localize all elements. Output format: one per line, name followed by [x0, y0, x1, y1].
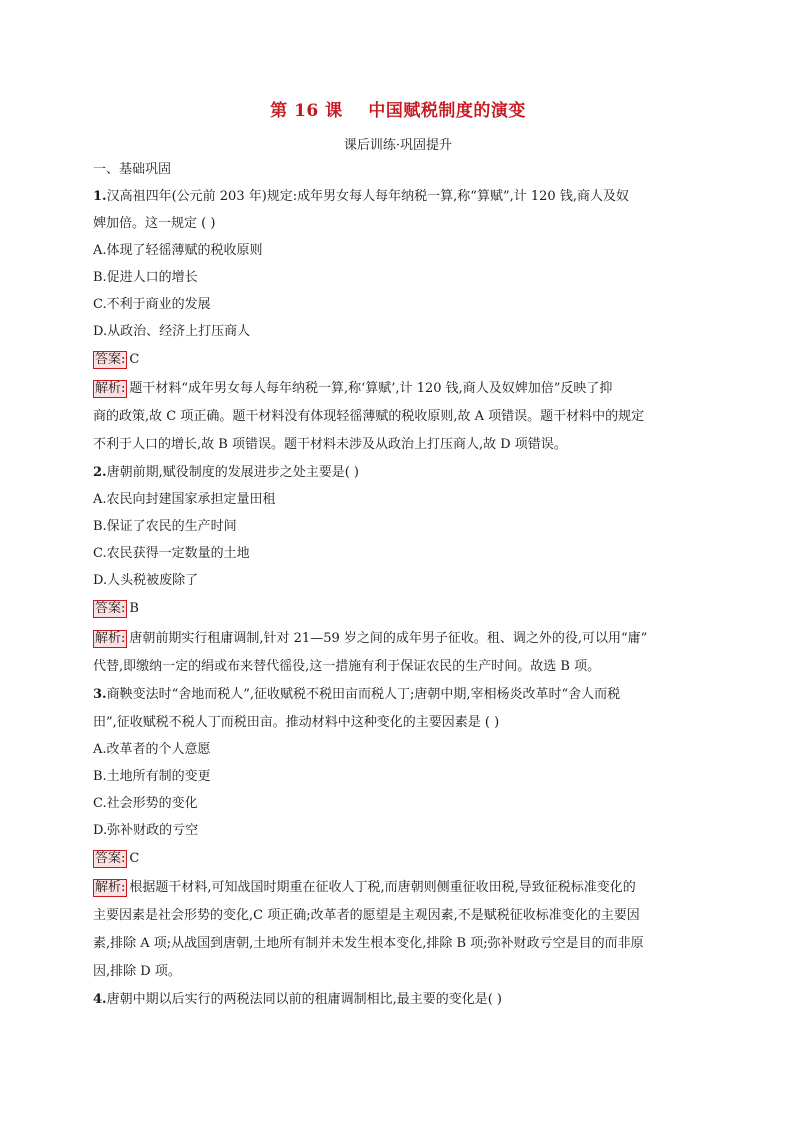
question-2-answer: 答案: B [95, 601, 139, 616]
question-3-analysis-line-3: 素,排除 A 项;从战国到唐朝,土地所有制并未发生根本变化,排除 B 项;弥补财政亏空是目的而非原 [93, 936, 644, 951]
question-2-option-b: B.保证了农民的生产时间 [93, 519, 237, 534]
question-3-stem-line-1: 3.商鞅变法时“舍地而税人”,征收赋税不税田亩而税人丁;唐朝中期,宰相杨炎改革时“舍人而税 [93, 687, 621, 702]
question-3-option-c: C.社会形势的变化 [93, 796, 198, 811]
question-1-option-c: C.不利于商业的发展 [93, 297, 211, 312]
question-1-option-b: B.促进人口的增长 [93, 270, 198, 285]
question-1-option-d: D.从政治、经济上打压商人 [93, 324, 251, 339]
lesson-subtitle: 课后训练·巩固提升 [343, 138, 453, 153]
section-heading: 一、基础巩固 [93, 162, 172, 177]
analysis-tag: 解析: [95, 880, 126, 895]
question-1-option-a: A.体现了轻徭薄赋的税收原则 [93, 243, 263, 258]
analysis-tag: 解析: [95, 631, 126, 646]
answer-tag: 答案: [95, 601, 126, 616]
question-2-option-c: C.农民获得一定数量的土地 [93, 546, 250, 561]
analysis-tag: 解析: [95, 381, 126, 396]
question-number: 4. [93, 992, 107, 1007]
question-1-analysis-line-3: 不利于人口的增长,故 B 项错误。题干材料未涉及从政治上打压商人,故 D 项错误。 [93, 437, 567, 452]
question-1-analysis-line-1: 解析: 题干材料“成年男女每人每年纳税一算,称‘算赋’,计 120 钱,商人及奴婢加倍”反映了抑 [95, 381, 613, 396]
question-3-stem-line-2: 田”,征收赋税不税人丁而税田亩。推动材料中这种变化的主要因素是 ( ) [93, 715, 500, 730]
question-3-option-b: B.土地所有制的变更 [93, 769, 211, 784]
lesson-title: 第 16 课 中国赋税制度的演变 [270, 101, 526, 121]
question-3-analysis-line-4: 因,排除 D 项。 [93, 964, 181, 979]
question-1-analysis-line-2: 商的政策,故 C 项正确。题干材料没有体现轻徭薄赋的税收原则,故 A 项错误。题干材料中的规定 [93, 409, 645, 424]
question-4-stem-line-1: 4.唐朝中期以后实行的两税法同以前的租庸调制相比,最主要的变化是( ) [93, 992, 502, 1007]
question-2-option-d: D.人头税被废除了 [93, 573, 199, 588]
answer-tag: 答案: [95, 352, 126, 367]
question-2-stem-line-1: 2.唐朝前期,赋役制度的发展进步之处主要是( ) [93, 465, 359, 480]
question-number: 2. [93, 465, 107, 480]
question-1-stem-line-1: 1.汉高祖四年(公元前 203 年)规定:成年男女每人每年纳税一算,称“算赋”,计 120 钱,商人及奴 [93, 189, 629, 204]
question-1-answer: 答案: C [95, 352, 140, 367]
question-1-stem-line-2: 婢加倍。这一规定 ( ) [93, 216, 216, 231]
answer-tag: 答案: [95, 851, 126, 866]
question-3-answer: 答案: C [95, 851, 140, 866]
question-3-analysis-line-2: 主要因素是社会形势的变化,C 项正确;改革者的愿望是主观因素,不是赋税征收标准变化的主要因 [93, 908, 640, 923]
question-2-option-a: A.农民向封建国家承担定量田租 [93, 492, 276, 507]
question-2-analysis-line-1: 解析: 唐朝前期实行租庸调制,针对 21—59 岁之间的成年男子征收。租、调之外的役,可以用“庸” [95, 631, 648, 646]
question-2-analysis-line-2: 代替,即缴纳一定的绢或布来替代徭役,这一措施有利于保证农民的生产时间。故选 B 项。 [93, 659, 601, 674]
question-number: 1. [93, 189, 107, 204]
question-3-analysis-line-1: 解析: 根据题干材料,可知战国时期重在征收人丁税,而唐朝则侧重征收田税,导致征税标准变化的 [95, 880, 636, 895]
question-3-option-d: D.弥补财政的亏空 [93, 823, 199, 838]
question-number: 3. [93, 687, 107, 702]
question-3-option-a: A.改革者的个人意愿 [93, 742, 211, 757]
